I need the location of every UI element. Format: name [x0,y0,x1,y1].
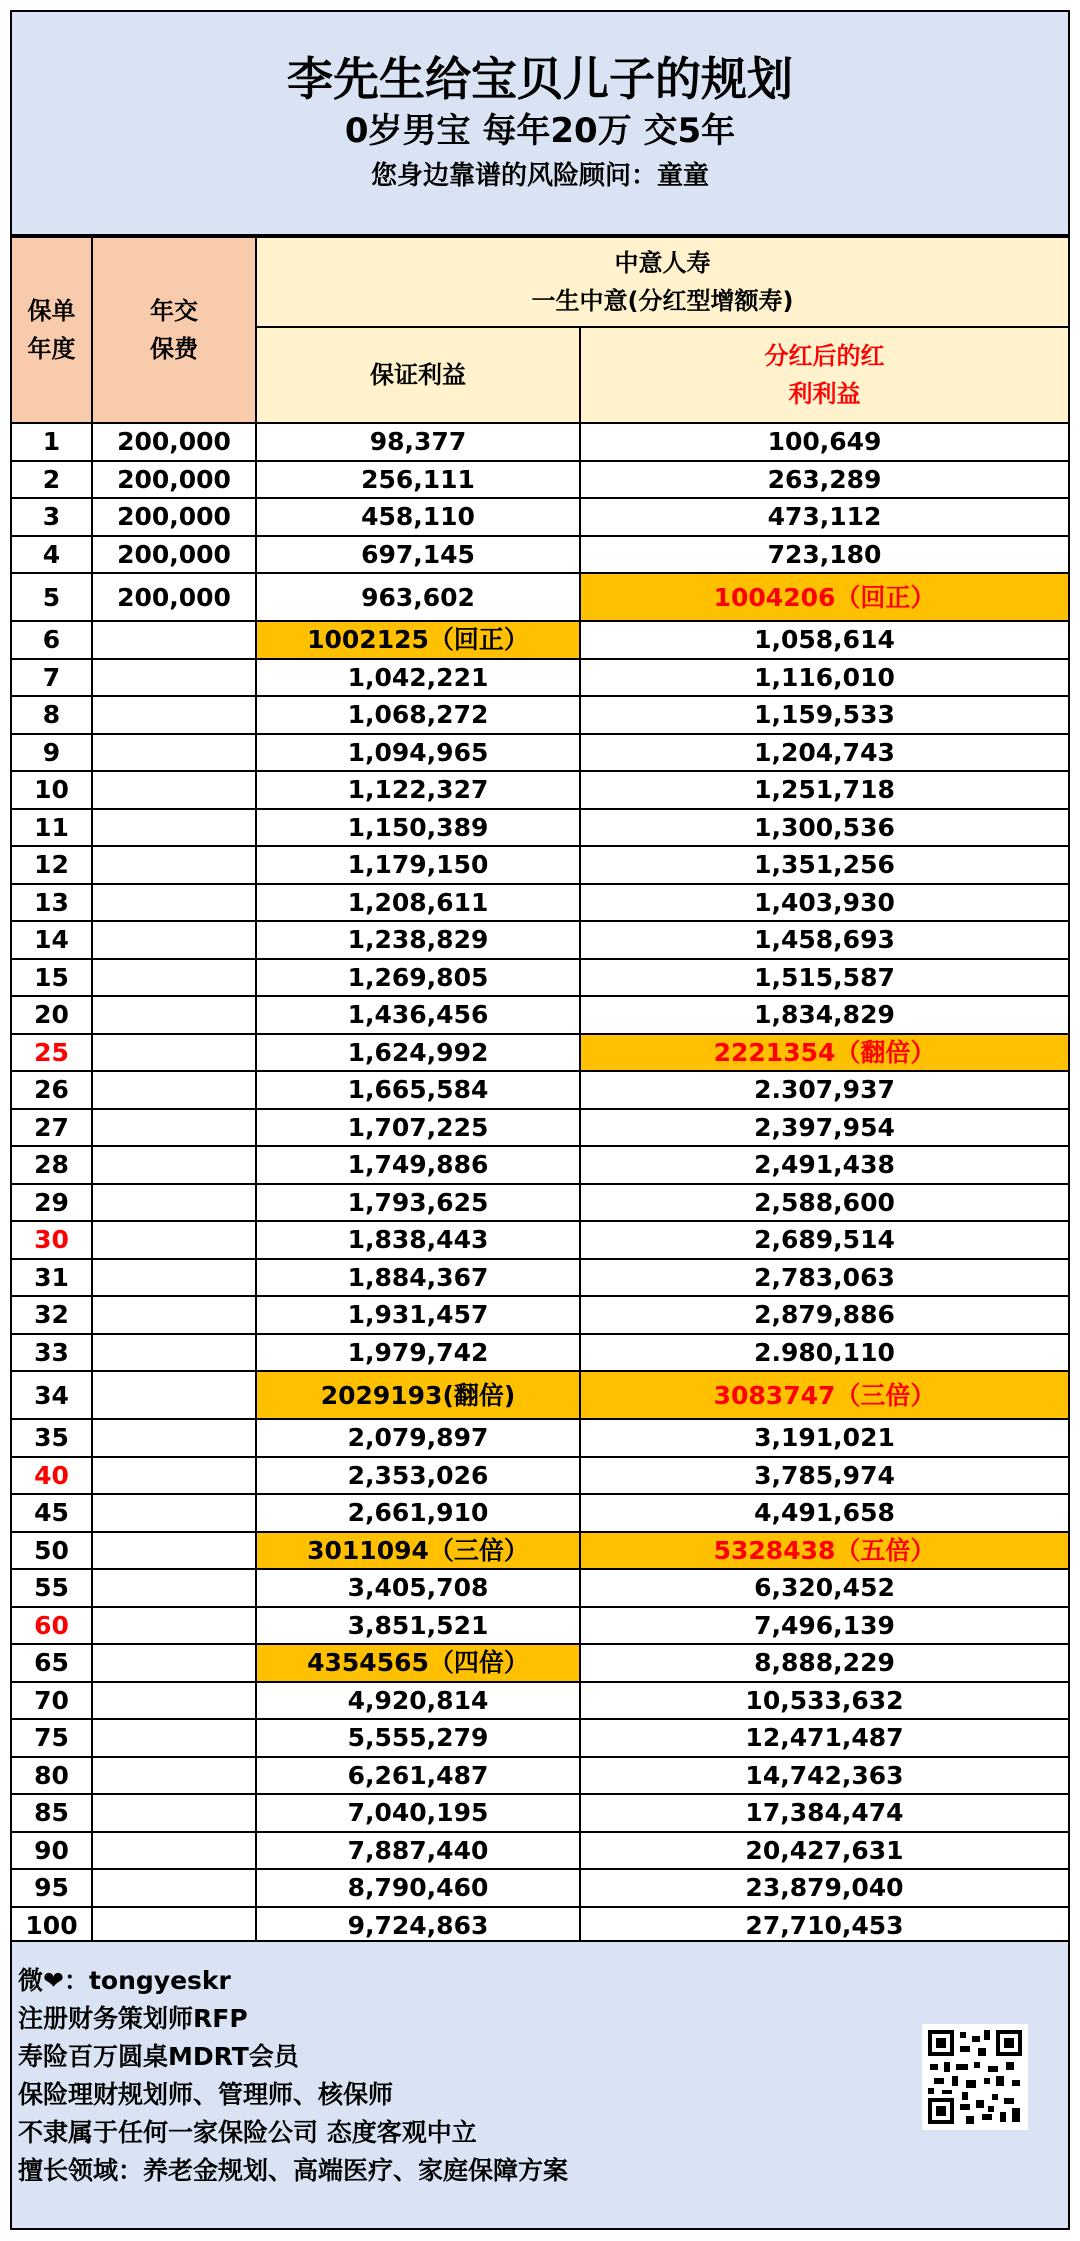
cell-premium [92,1682,256,1720]
footer-lines [12,1942,1068,2190]
cell-premium [92,659,256,697]
cell-premium [92,696,256,734]
cell-guaranteed: 1,749,886 [256,1146,580,1184]
cell-year: 75 [12,1719,92,1757]
cell-premium [92,1259,256,1297]
cell-premium: 200,000 [92,573,256,621]
footer-line: 不隶属于任何一家保险公司 态度客观中立 [18,2118,477,2147]
cell-premium [92,1296,256,1334]
cell-year: 100 [12,1907,92,1945]
table-row [12,1644,1068,1682]
cell-year: 7 [12,659,92,697]
table-row [12,1869,1068,1907]
cell-dividend: 2,397,954 [580,1109,1068,1147]
cell-year: 35 [12,1419,92,1457]
cell-premium [92,1644,256,1682]
cell-year: 6 [12,621,92,659]
cell-guaranteed: 1,624,992 [256,1034,580,1072]
cell-dividend: 3,785,974 [580,1457,1068,1495]
cell-premium [92,921,256,959]
cell-dividend: 20,427,631 [580,1832,1068,1870]
cell-year: 4 [12,536,92,574]
cell-year: 11 [12,809,92,847]
cell-dividend: 2,783,063 [580,1259,1068,1297]
advisor-line: 您身边靠谱的风险顾问：童童 [370,161,709,191]
cell-year: 33 [12,1334,92,1372]
cell-guaranteed: 1,208,611 [256,884,580,922]
cell-dividend: 1,351,256 [580,846,1068,884]
cell-year: 2 [12,461,92,499]
cell-guaranteed: 1,122,327 [256,771,580,809]
table-row [12,1457,1068,1495]
cell-year: 12 [12,846,92,884]
table-row [12,1607,1068,1645]
cell-guaranteed: 963,602 [256,573,580,621]
cell-dividend: 10,533,632 [580,1682,1068,1720]
table-row [12,959,1068,997]
cell-guaranteed: 7,887,440 [256,1832,580,1870]
cell-guaranteed: 2,079,897 [256,1419,580,1457]
cell-premium [92,1334,256,1372]
cell-dividend: 7,496,139 [580,1607,1068,1645]
cell-premium: 200,000 [92,423,256,461]
cell-year: 9 [12,734,92,772]
table-row [12,884,1068,922]
col-header-dividend: 分红后的红利利益 [580,327,1068,423]
table-row [12,1334,1068,1372]
cell-guaranteed: 1,793,625 [256,1184,580,1222]
product-header [256,237,1068,327]
plan-sheet [10,10,1070,2230]
cell-premium [92,1907,256,1945]
cell-dividend: 5328438（五倍） [580,1532,1068,1570]
table-row [12,734,1068,772]
cell-guaranteed: 2,661,910 [256,1494,580,1532]
table-row [12,996,1068,1034]
table-row [12,1109,1068,1147]
cell-year: 32 [12,1296,92,1334]
footer-line: 微❤：tongyeskr [18,1966,231,1995]
cell-dividend: 2.980,110 [580,1334,1068,1372]
table-row [12,1071,1068,1109]
cell-dividend: 3,191,021 [580,1419,1068,1457]
table-row [12,771,1068,809]
cell-dividend: 1,300,536 [580,809,1068,847]
table-row [12,1259,1068,1297]
table-row [12,809,1068,847]
cell-year: 34 [12,1371,92,1419]
cell-year: 25 [12,1034,92,1072]
cell-premium [92,1794,256,1832]
table-row [12,1569,1068,1607]
cell-premium [92,1532,256,1570]
banner [12,12,1068,236]
table-row [12,1907,1068,1945]
cell-year: 27 [12,1109,92,1147]
table-body [12,423,1068,1944]
cell-premium [92,1419,256,1457]
cell-year: 85 [12,1794,92,1832]
cell-guaranteed: 1,269,805 [256,959,580,997]
cell-year: 30 [12,1221,92,1259]
cell-dividend: 4,491,658 [580,1494,1068,1532]
cell-premium [92,1457,256,1495]
cell-dividend: 2,588,600 [580,1184,1068,1222]
cell-guaranteed: 1,838,443 [256,1221,580,1259]
product-name: 一生中意(分红型增额寿) [531,287,794,315]
cell-premium [92,959,256,997]
cell-guaranteed: 3,851,521 [256,1607,580,1645]
cell-dividend: 8,888,229 [580,1644,1068,1682]
table-row [12,1494,1068,1532]
cell-guaranteed: 1002125（回正） [256,621,580,659]
benefit-table [12,236,1068,1945]
cell-dividend: 1,204,743 [580,734,1068,772]
cell-year: 13 [12,884,92,922]
table-row [12,498,1068,536]
cell-year: 14 [12,921,92,959]
table-row [12,921,1068,959]
cell-guaranteed: 6,261,487 [256,1757,580,1795]
cell-premium [92,1221,256,1259]
table-row [12,573,1068,621]
cell-guaranteed: 1,042,221 [256,659,580,697]
cell-dividend: 1,159,533 [580,696,1068,734]
cell-guaranteed: 1,436,456 [256,996,580,1034]
cell-premium [92,884,256,922]
cell-dividend: 2,879,886 [580,1296,1068,1334]
cell-guaranteed: 1,238,829 [256,921,580,959]
cell-year: 31 [12,1259,92,1297]
cell-year: 15 [12,959,92,997]
cell-year: 65 [12,1644,92,1682]
cell-year: 1 [12,423,92,461]
cell-year: 5 [12,573,92,621]
cell-dividend: 2.307,937 [580,1071,1068,1109]
cell-dividend: 1004206（回正） [580,573,1068,621]
cell-premium [92,1034,256,1072]
cell-dividend: 17,384,474 [580,1794,1068,1832]
cell-premium [92,1719,256,1757]
cell-guaranteed: 1,931,457 [256,1296,580,1334]
cell-guaranteed: 3,405,708 [256,1569,580,1607]
cell-premium: 200,000 [92,536,256,574]
cell-dividend: 1,458,693 [580,921,1068,959]
cell-premium [92,734,256,772]
cell-guaranteed: 1,179,150 [256,846,580,884]
cell-premium [92,1184,256,1222]
cell-dividend: 3083747（三倍） [580,1371,1068,1419]
footer-line: 擅长领域：养老金规划、高端医疗、家庭保障方案 [18,2156,569,2185]
cell-dividend: 473,112 [580,498,1068,536]
cell-dividend: 14,742,363 [580,1757,1068,1795]
cell-year: 20 [12,996,92,1034]
table-row [12,1184,1068,1222]
qr-code-icon [922,2024,1028,2130]
footer-line: 寿险百万圆桌MDRT会员 [18,2042,299,2071]
cell-dividend: 2,491,438 [580,1146,1068,1184]
table-row [12,1682,1068,1720]
cell-guaranteed: 4,920,814 [256,1682,580,1720]
cell-year: 50 [12,1532,92,1570]
cell-premium [92,621,256,659]
cell-premium [92,1109,256,1147]
table-row [12,621,1068,659]
table-row [12,461,1068,499]
cell-guaranteed: 1,150,389 [256,809,580,847]
footer-line: 注册财务策划师RFP [18,2004,248,2033]
table-row [12,659,1068,697]
cell-year: 95 [12,1869,92,1907]
cell-guaranteed: 4354565（四倍） [256,1644,580,1682]
col-header-guaranteed: 保证利益 [256,327,580,423]
cell-year: 29 [12,1184,92,1222]
cell-year: 3 [12,498,92,536]
cell-premium [92,1146,256,1184]
cell-guaranteed: 2,353,026 [256,1457,580,1495]
cell-guaranteed: 1,707,225 [256,1109,580,1147]
table-row [12,1296,1068,1334]
cell-year: 60 [12,1607,92,1645]
cell-guaranteed: 3011094（三倍） [256,1532,580,1570]
cell-guaranteed: 1,068,272 [256,696,580,734]
cell-dividend: 1,515,587 [580,959,1068,997]
cell-premium: 200,000 [92,498,256,536]
cell-premium [92,771,256,809]
footer-line: 保险理财规划师、管理师、核保师 [18,2080,394,2109]
cell-premium [92,1832,256,1870]
cell-premium [92,996,256,1034]
cell-guaranteed: 1,094,965 [256,734,580,772]
cell-dividend: 723,180 [580,536,1068,574]
table-row [12,423,1068,461]
cell-dividend: 2221354（翻倍） [580,1034,1068,1072]
cell-year: 8 [12,696,92,734]
cell-dividend: 1,834,829 [580,996,1068,1034]
cell-guaranteed: 98,377 [256,423,580,461]
cell-premium [92,846,256,884]
table-row [12,1794,1068,1832]
cell-dividend: 100,649 [580,423,1068,461]
table-row [12,1221,1068,1259]
cell-guaranteed: 8,790,460 [256,1869,580,1907]
table-row [12,1419,1068,1457]
table-row [12,1719,1068,1757]
cell-premium [92,1569,256,1607]
cell-dividend: 1,403,930 [580,884,1068,922]
table-row [12,1757,1068,1795]
cell-guaranteed: 2029193(翻倍) [256,1371,580,1419]
table-row [12,536,1068,574]
col-header-year: 保单年度 [12,237,92,423]
cell-guaranteed: 5,555,279 [256,1719,580,1757]
cell-guaranteed: 697,145 [256,536,580,574]
cell-dividend: 1,251,718 [580,771,1068,809]
cell-dividend: 6,320,452 [580,1569,1068,1607]
cell-premium [92,1494,256,1532]
cell-year: 40 [12,1457,92,1495]
cell-guaranteed: 458,110 [256,498,580,536]
product-company: 中意人寿 [614,249,711,277]
cell-year: 55 [12,1569,92,1607]
page-title: 李先生给宝贝儿子的规划 [287,52,793,106]
cell-dividend: 2,689,514 [580,1221,1068,1259]
cell-year: 80 [12,1757,92,1795]
cell-guaranteed: 256,111 [256,461,580,499]
cell-guaranteed: 1,979,742 [256,1334,580,1372]
cell-guaranteed: 1,665,584 [256,1071,580,1109]
cell-guaranteed: 7,040,195 [256,1794,580,1832]
cell-dividend: 23,879,040 [580,1869,1068,1907]
cell-dividend: 12,471,487 [580,1719,1068,1757]
cell-year: 45 [12,1494,92,1532]
cell-year: 70 [12,1682,92,1720]
table-row [12,1832,1068,1870]
cell-year: 28 [12,1146,92,1184]
cell-premium [92,1607,256,1645]
cell-guaranteed: 9,724,863 [256,1907,580,1945]
cell-premium [92,809,256,847]
table-row [12,1371,1068,1419]
table-row [12,1034,1068,1072]
cell-premium [92,1071,256,1109]
cell-premium [92,1869,256,1907]
cell-premium [92,1371,256,1419]
cell-dividend: 1,058,614 [580,621,1068,659]
cell-year: 10 [12,771,92,809]
table-row [12,1532,1068,1570]
cell-guaranteed: 1,884,367 [256,1259,580,1297]
table-row [12,696,1068,734]
cell-premium [92,1757,256,1795]
cell-year: 90 [12,1832,92,1870]
cell-dividend: 1,116,010 [580,659,1068,697]
cell-year: 26 [12,1071,92,1109]
cell-dividend: 27,710,453 [580,1907,1068,1945]
cell-premium: 200,000 [92,461,256,499]
advisor-footer [12,1940,1068,2228]
col-header-premium: 年交保费 [92,237,256,423]
cell-dividend: 263,289 [580,461,1068,499]
table-row [12,1146,1068,1184]
page-subtitle: 0岁男宝 每年20万 交5年 [344,111,736,151]
table-row [12,846,1068,884]
